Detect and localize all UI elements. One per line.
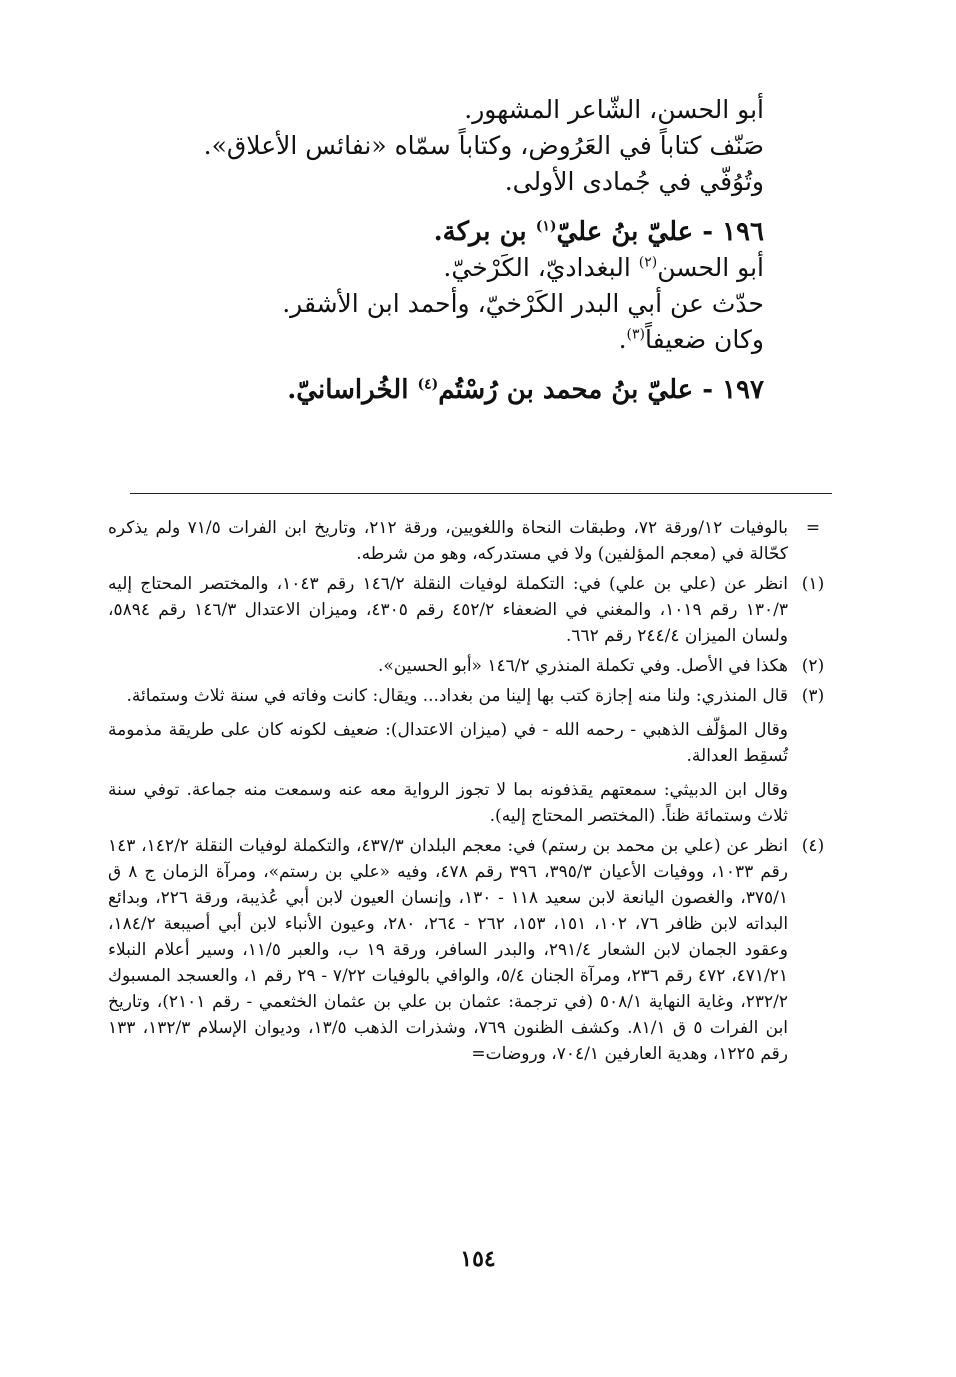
main-text <box>144 92 764 408</box>
footnote-1 <box>108 571 838 649</box>
footnote-4 <box>108 833 838 1067</box>
footnote-number: (٢) <box>801 656 825 676</box>
entry-title-part: بن بركة. <box>433 217 536 247</box>
text-line: حدّث عن أبي البدر الكَرْخيّ، وأحمد ابن الأشقر. <box>282 289 764 318</box>
footnote-ref: (٢) <box>638 254 658 271</box>
footnote-text <box>108 833 788 1067</box>
footnote-number: (١) <box>801 574 825 594</box>
entry-title-part: الخُراسانيّ. <box>287 375 418 405</box>
text-part: وكان ضعيفاً <box>645 325 764 354</box>
text-line <box>144 250 764 286</box>
text-part: . <box>618 325 627 354</box>
spacer <box>144 200 764 214</box>
footnote-number: (٣) <box>801 686 825 706</box>
footnote-ref: (١) <box>535 218 557 235</box>
footnote-paragraph: هكذا في الأصل. وفي تكملة المنذري ١٤٦/٢ «أبو الحسين». <box>378 656 788 676</box>
footnote-paragraph: وقال ابن الدبيثي: سمعتهم يقذفونه بما لا تجوز الرواية معه عنه وسمعت منه جماعة. توفي سنة ثلاث وستمائة ظناً. (المختصر المحتاج إليه). <box>108 780 788 826</box>
footnote-text <box>108 683 788 829</box>
entry-197-title <box>144 372 764 408</box>
text-line: صَنّف كتاباً في العَرُوض، وكتاباً سمّاه «نفائس الأعلاق». <box>203 131 764 160</box>
footnote-number: (٤) <box>801 836 825 856</box>
footnote-paragraph: وقال المؤلّف الذهبي - رحمه الله - في (ميزان الاعتدال): ضعيف لكونه كان على طريقة مذمومة تُسقِط العدالة. <box>108 720 788 766</box>
text-line <box>144 322 764 358</box>
text-line: وتُوُفّي في جُمادى الأولى. <box>504 167 764 196</box>
footnote-separator <box>130 493 832 494</box>
footnote-paragraph: انظر عن (علي بن محمد بن رستم) في: معجم البلدان ٤٣٧/٣، والتكملة لوفيات النقلة ١٤٢/٢، ١٤٣ رقم ١٠٣٣، ووفيات الأعيان ٣٩٥/٣، ٣٩٦ رقم ٤٧٨، وفيه «علي بن رستم»، ومرآة الزمان ج ٨ ق ٣٧٥/١، والغصون اليانعة لابن سعيد ١١٨ - ١٣٠، وإنسان العيون لابن أبي عُذيبة، ورقة ٢٢٦، وبدائع البداته لابن ظافر ٧٦، ١٠٢، ١٥١، ١٥٣، ٢٦٢ - ٢٦٤، ٢٨٠، وعيون الأنباء لابن أبي أصيبعة ١٨٤/٢، وعقود الجمان لابن الشعار ٢٩١/٤، والبدر السافر، ورقة ١٩ ب، والعبر ١١/٥، وسير أعلام النبلاء ٤٧١/٢١، ٤٧٢ رقم ٢٣٦، ومرآة الجنان ٥/٤، والوافي بالوفيات ٧/٢٢ - ٢٩ رقم ١، والعسجد المسبوك ٢٣٢/٢، وغاية النهاية ٥٠٨/١ (في ترجمة: عثمان بن علي بن عثمان الخثعمي - رقم ٢١٠١)، وتاريخ ابن الفرات ٥ ق ٨١/١. وكشف الظنون ٧٦٩، وشذرات الذهب ١٣/٥، وديوان الإسلام ١٣٢/٣، ١٣٣ رقم ١٢٢٥، وهدية العارفين ٧٠٤/١، وروضات= <box>108 836 789 1064</box>
footnote-paragraph: بالوفيات ١٢/ورقة ٧٢، وطبقات النحاة واللغويين، ورقة ٢١٢، وتاريخ ابن الفرات ٧١/٥ ولم يذكره كحّالة في (معجم المؤلفين) ولا في مستدركه، وهو من شرطه. <box>108 518 788 564</box>
entry-title-part: ١٩٧ - عليّ بنُ محمد بن رُسْتُم <box>438 375 764 405</box>
entry-196-title <box>144 214 764 250</box>
footnote-2 <box>108 653 838 679</box>
text-part: البغداديّ، الكَرْخيّ. <box>443 253 639 282</box>
footnote-3 <box>108 683 838 829</box>
spacer <box>144 358 764 372</box>
page-number: ١٥٤ <box>460 1246 496 1272</box>
text-line: أبو الحسن، الشّاعر المشهور. <box>464 95 764 124</box>
footnote-ref: (٣) <box>626 326 645 343</box>
footnote-ref: (٤) <box>417 376 439 393</box>
footnote-number: = <box>805 518 821 538</box>
footnote-text <box>108 571 788 649</box>
footnote-paragraph: انظر عن (علي بن علي) في: التكملة لوفيات النقلة ١٤٦/٢ رقم ١٠٤٣، والمختصر المحتاج إليه ١٣٠/٣ رقم ١٠١٩، والمغني في الضعفاء ٤٥٢/٢ رقم ٤٣٠٥، وميزان الاعتدال ١٤٦/٣ رقم ٥٨٩٤، ولسان الميزان ٢٤٤/٤ رقم ٦٦٢. <box>108 574 788 646</box>
footnote-paragraph: قال المنذري: ولنا منه إجازة كتب بها إلينا من بغداد... ويقال: كانت وفاته في سنة ثلاث وستمائة. <box>126 686 788 706</box>
footnote-continuation <box>108 515 838 567</box>
footnotes <box>108 515 838 1071</box>
footnote-text <box>108 515 788 567</box>
entry-title-part: ١٩٦ - عليّ بنُ عليّ <box>556 217 764 247</box>
text-part: أبو الحسن <box>657 253 764 282</box>
footnote-text <box>108 653 788 679</box>
